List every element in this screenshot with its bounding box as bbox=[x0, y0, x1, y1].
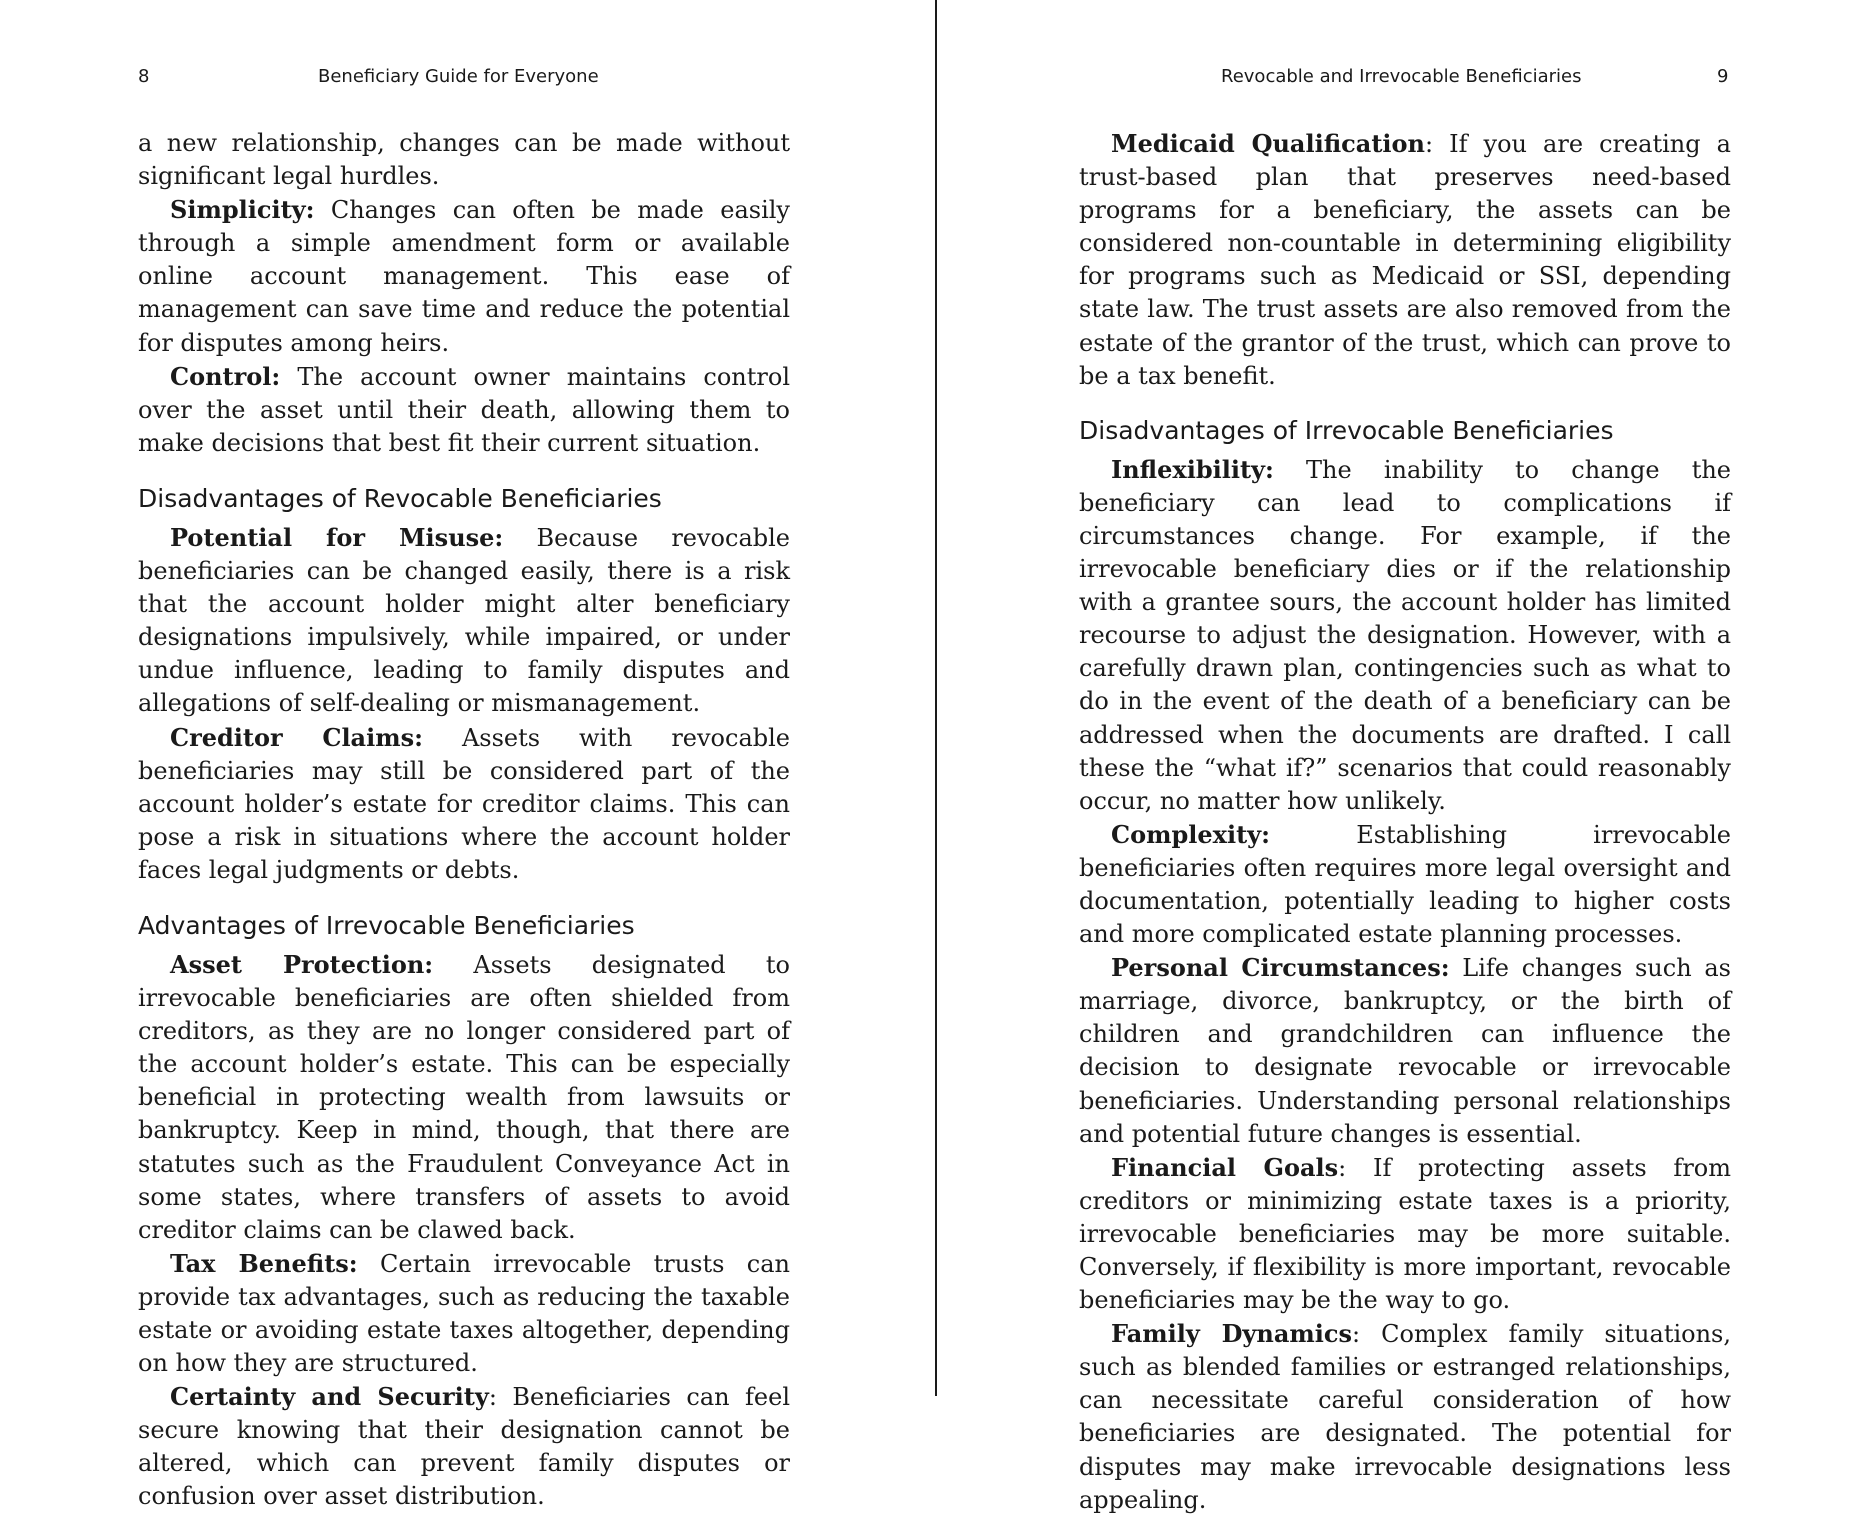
paragraph-lead: Tax Benefits: bbox=[170, 1248, 358, 1278]
paragraph-lead: Financial Goals bbox=[1111, 1152, 1339, 1182]
paragraph-text: Life changes such as marriage, divorce, bankruptcy, or the birth of children and grandchildren can influence the decision to designate revocable or irrevocable beneficiaries. Understanding personal relationships and potential future changes is essential. bbox=[1079, 954, 1731, 1148]
page-number: 9 bbox=[1717, 66, 1729, 87]
paragraph-text: Because revocable beneficiaries can be changed easily, there is a risk that the account holder might alter beneficiary designations impulsively, while impaired, or under undue influence, leading to family disputes and allegations of self-dealing or mismanagement. bbox=[138, 523, 790, 718]
paragraph-control bbox=[138, 360, 790, 460]
paragraph-medicaid-qualification bbox=[1079, 127, 1731, 393]
paragraph-text: The account owner maintains control over the asset until their death, allowing them to make decisions that best fit their current situation. bbox=[138, 362, 790, 457]
section-heading: Disadvantages of Irrevocable Beneficiaries bbox=[1079, 415, 1614, 445]
paragraph-text: Changes can often be made easily through a simple amendment form or available online account management. This ease of management can save time and reduce the potential for disputes among heirs. bbox=[138, 196, 790, 357]
body-text bbox=[138, 127, 790, 1514]
paragraph-text: : Complex family situations, such as blended families or estranged relationships, can necessitate careful consideration of how beneficiaries are designated. The potential for disputes may make irrevocable designations less appealing. bbox=[1079, 1320, 1731, 1514]
paragraph-text: : If protecting assets from creditors or minimizing estate taxes is a priority, irrevocable beneficiaries may be more suitable. Conversely, if flexibility is more important, revocable beneficiaries may be the way to go. bbox=[1079, 1153, 1731, 1315]
body-text bbox=[1079, 127, 1731, 1517]
section-heading: Disadvantages of Revocable Beneficiaries bbox=[138, 483, 662, 513]
paragraph-financial-goals bbox=[1079, 1151, 1731, 1317]
paragraph-creditor-claims bbox=[138, 721, 790, 887]
paragraph-lead: Medicaid Qualification bbox=[1111, 129, 1425, 158]
paragraph-lead: Simplicity: bbox=[170, 195, 315, 225]
paragraph-lead: Certainty and Security bbox=[170, 1382, 489, 1412]
paragraph-tax-benefits bbox=[138, 1247, 790, 1380]
section-heading: Advantages of Irrevocable Beneficiaries bbox=[138, 910, 635, 940]
paragraph-lead: Control: bbox=[170, 361, 281, 391]
paragraph-lead: Inflexibility: bbox=[1111, 454, 1274, 484]
paragraph-lead: Personal Circumstances: bbox=[1111, 953, 1450, 983]
paragraph-lead: Family Dynamics bbox=[1111, 1319, 1353, 1349]
continued-paragraph: a new relationship, changes can be made without significant legal hurdles. bbox=[138, 129, 790, 191]
paragraph-text: Assets with revocable beneficiaries may still be considered part of the account holder’s estate for creditor claims. This can pose a risk in situations where the account holder faces legal judgments or debts. bbox=[138, 723, 790, 884]
page-gutter bbox=[935, 0, 937, 1396]
paragraph-text: Certain irrevocable trusts can provide tax advantages, such as reducing the taxable estate or avoiding estate taxes altogether, depending on how they are structured. bbox=[138, 1249, 790, 1378]
paragraph-simplicity bbox=[138, 193, 790, 359]
paragraph-family-dynamics bbox=[1079, 1317, 1731, 1517]
paragraph-text: The inability to change the beneficiary can lead to complications if circumstances change. For example, if the irrevocable beneficiary dies or if the relationship with a grantee sours, the account holder has limited recourse to adjust the designation. However, with a carefully drawn plan, contingencies such as what to do in the event of the death of a beneficiary can be addressed when the documents are drafted. I call these the “what if?” scenarios that could reasonably occur, no matter how unlikely. bbox=[1079, 455, 1731, 815]
page-number: 8 bbox=[138, 66, 150, 87]
paragraph-lead: Asset Protection: bbox=[170, 949, 434, 979]
paragraph-lead: Creditor Claims: bbox=[170, 722, 423, 752]
paragraph-text: : Beneficiaries can feel secure knowing that their designation cannot be altered, which can prevent family disputes or confusion over asset distribution. bbox=[138, 1383, 791, 1511]
paragraph-potential-for-misuse bbox=[138, 521, 790, 721]
paragraph-asset-protection bbox=[138, 948, 790, 1247]
paragraph-text: : If you are creating a trust-based plan that preserves need-based programs for a beneficiary, the assets can be considered non-countable in determining eligibility for programs such as Medicaid or SSI, depending state law. The trust assets are also removed from the estate of the grantor of the trust, which can prove to be a tax benefit. bbox=[1079, 130, 1731, 390]
paragraph-lead: Complexity: bbox=[1111, 819, 1270, 849]
right-page bbox=[938, 0, 1862, 1514]
paragraph-text: Assets designated to irrevocable beneficiaries are often shielded from creditors, as they are no longer considered part of the account holder’s estate. This can be especially beneficial in protecting wealth from lawsuits or bankruptcy. Keep in mind, though, that there are statutes such as the Fraudulent Conveyance Act in some states, where transfers of assets to avoid creditor claims can be clawed back. bbox=[138, 950, 790, 1244]
paragraph-complexity bbox=[1079, 818, 1731, 951]
paragraph-text: Establishing irrevocable beneficiaries often requires more legal oversight and documentation, potentially leading to higher costs and more complicated estate planning processes. bbox=[1079, 820, 1731, 949]
paragraph-inflexibility bbox=[1079, 453, 1731, 818]
running-title: Revocable and Irrevocable Beneficiaries bbox=[1221, 66, 1582, 87]
running-title: Beneficiary Guide for Everyone bbox=[318, 66, 599, 87]
paragraph-personal-circumstances bbox=[1079, 951, 1731, 1151]
paragraph-lead: Potential for Misuse: bbox=[170, 522, 504, 552]
paragraph-certainty-and-security bbox=[138, 1380, 790, 1513]
